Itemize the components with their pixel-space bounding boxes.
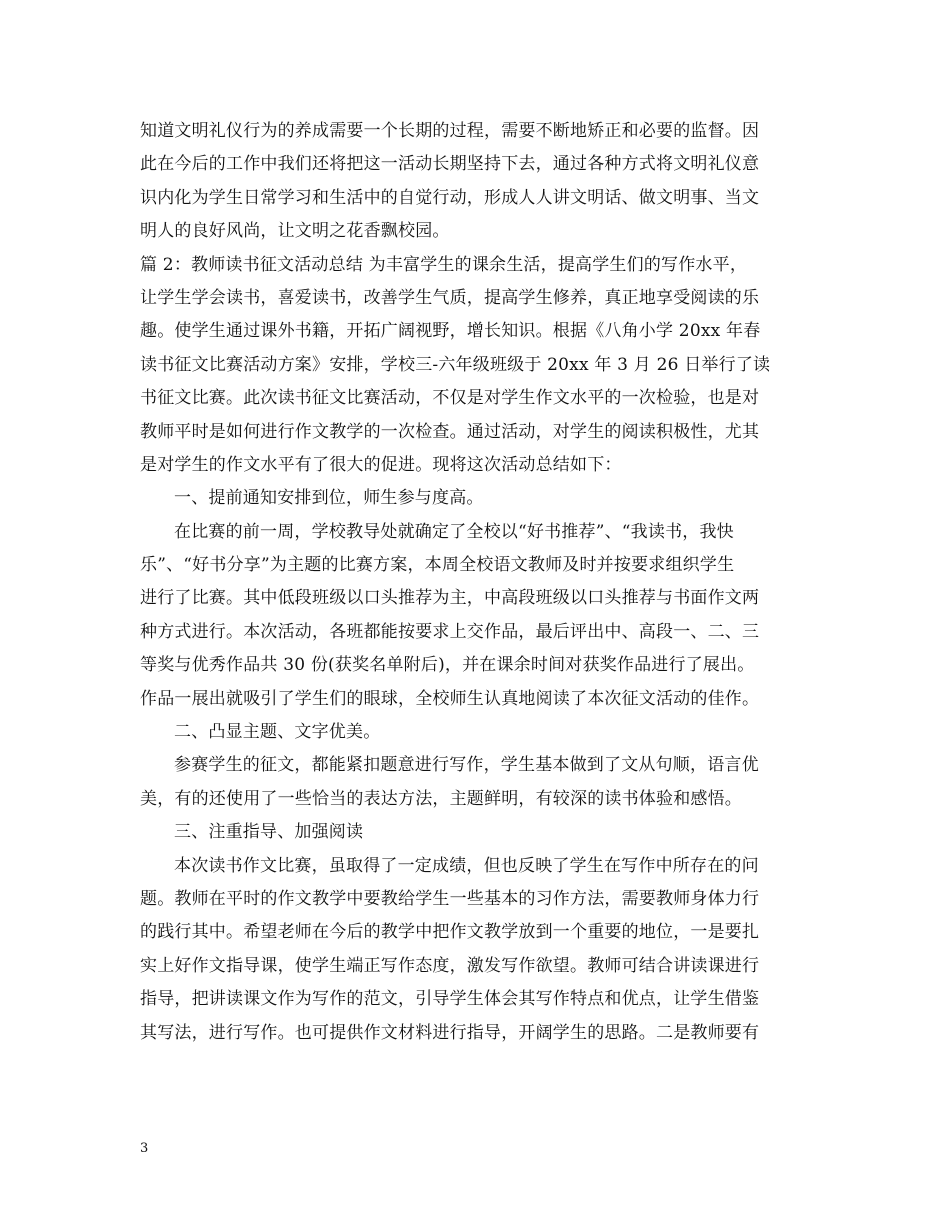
text-line: 教师平时是如何进行作文教学的一次检查。通过活动，对学生的阅读积极性，尤其 (140, 421, 760, 442)
text-line: 明人的良好风尚，让文明之花香飘校园。 (140, 221, 450, 242)
text-line: 等奖与优秀作品共 30 份(获奖名单附后)，并在课余时间对获奖作品进行了展出。 (140, 655, 755, 676)
text-line: 种方式进行。本次活动，各班都能按要求上交作品，最后评出中、高段一、二、三 (140, 621, 760, 642)
text-line: 的践行其中。希望老师在今后的教学中把作文教学放到一个重要的地位，一是要扎 (140, 922, 760, 943)
text-line: 书征文比赛。此次读书征文比赛活动，不仅是对学生作文水平的一次检验，也是对 (140, 388, 760, 409)
text-line: 是对学生的作文水平有了很大的促进。现将这次活动总结如下： (140, 454, 622, 475)
text-line: 乐”、“好书分享”为主题的比赛方案，本周全校语文教师及时并按要求组织学生 (140, 555, 735, 576)
text-line: 读书征文比赛活动方案》安排，学校三-六年级班级于 20xx 年 3 月 26 日举行了读 (140, 354, 771, 375)
text-line: 美，有的还使用了一些恰当的表达方法，主题鲜明，有较深的读书体验和感悟。 (140, 788, 742, 809)
text-line: 趣。使学生通过课外书籍，开拓广阔视野，增长知识。根据《八角小学 20xx 年春 (140, 321, 761, 342)
text-line: 识内化为学生日常学习和生活中的自觉行动，形成人人讲文明话、做文明事、当文 (140, 187, 760, 208)
text-line: 知道文明礼仪行为的养成需要一个长期的过程，需要不断地矫正和必要的监督。因 (140, 121, 760, 141)
text-line: 指导，把讲读课文作为写作的范文，引导学生体会其写作特点和优点，让学生借鉴 (140, 989, 760, 1010)
text-line: 此在今后的工作中我们还将把这一活动长期坚持下去，通过各种方式将文明礼仪意 (140, 154, 760, 175)
subheading-line: 三、注重指导、加强阅读 (174, 822, 364, 843)
text-line: 本次读书作文比赛，虽取得了一定成绩，但也反映了学生在写作中所存在的问 (174, 855, 759, 876)
subheading-line: 二、凸显主题、文字优美。 (174, 722, 381, 743)
text-line: 进行了比赛。其中低段班级以口头推荐为主，中高段班级以口头推荐与书面作文两 (140, 588, 760, 609)
text-line: 作品一展出就吸引了学生们的眼球，全校师生认真地阅读了本次征文活动的佳作。 (140, 688, 760, 709)
text-line: 其写法，进行写作。也可提供作文材料进行指导，开阔学生的思路。二是教师要有 (140, 1022, 760, 1043)
subheading-line: 一、提前通知安排到位，师生参与度高。 (174, 488, 484, 509)
text-line: 题。教师在平时的作文教学中要教给学生一些基本的习作方法，需要教师身体力行 (140, 888, 760, 909)
page-number: 3 (140, 1141, 149, 1156)
section-heading-line: 篇 2：教师读书征文活动总结 为丰富学生的课余生活，提高学生们的写作水平， (140, 254, 748, 275)
text-line: 让学生学会读书，喜爱读书，改善学生气质，提高学生修养，真正地享受阅读的乐 (140, 287, 760, 308)
text-line: 实上好作文指导课，使学生端正写作态度，激发写作欲望。教师可结合讲读课进行 (140, 955, 760, 976)
document-body (140, 115, 820, 1050)
text-line: 参赛学生的征文，都能紧扣题意进行写作，学生基本做到了文从句顺，语言优 (174, 755, 759, 776)
text-line: 在比赛的前一周，学校教导处就确定了全校以“好书推荐”、“我读书，我快 (174, 521, 734, 542)
